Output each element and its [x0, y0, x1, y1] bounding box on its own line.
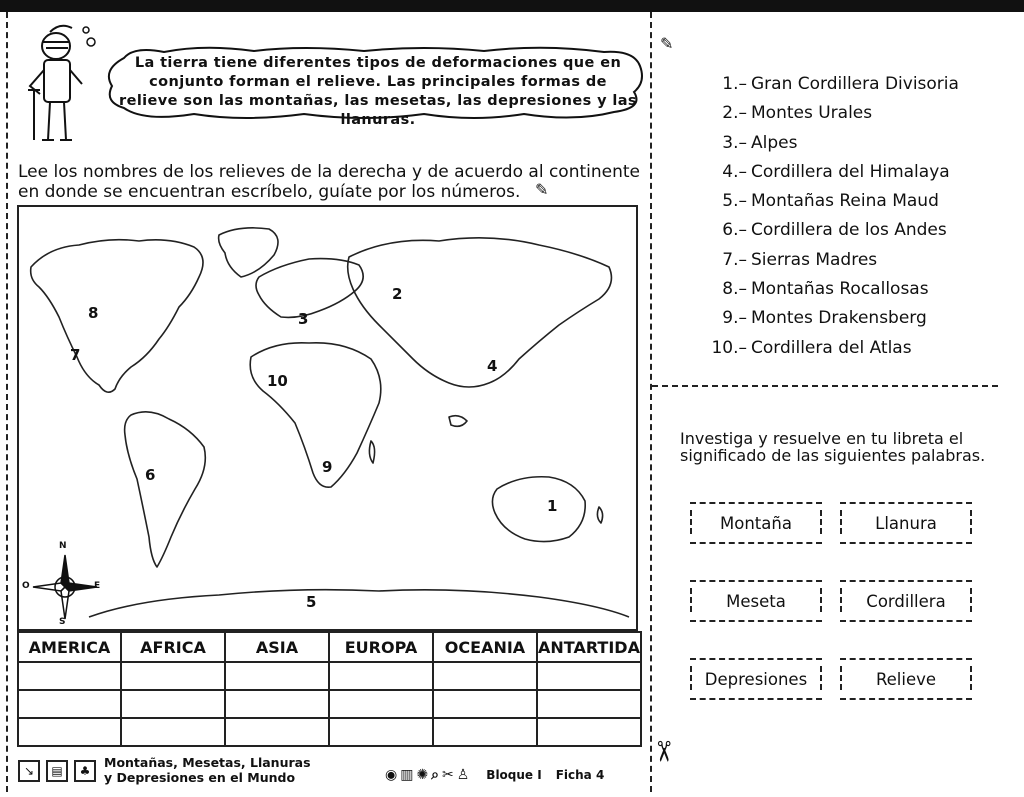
center-cut-line	[650, 12, 652, 792]
footer-icons	[18, 760, 96, 782]
list-item: 2.– Montes Urales	[722, 103, 873, 124]
left-cut-line	[6, 12, 8, 792]
answer-cell[interactable]	[433, 718, 537, 746]
tree-icon: ♣	[74, 760, 96, 782]
answer-cell[interactable]	[537, 718, 641, 746]
list-item: 6.– Cordillera de los Andes	[722, 220, 947, 241]
table-row	[18, 718, 641, 746]
table-row	[18, 690, 641, 718]
table-row	[18, 662, 641, 690]
list-item: 5.– Montañas Reina Maud	[722, 191, 939, 212]
header-antartida: ANTARTIDA	[537, 632, 641, 662]
list-item: 10.– Cordillera del Atlas	[711, 337, 912, 358]
list-item: 4.– Cordillera del Himalaya	[722, 161, 950, 182]
activity-icons: ◉▥✺⌕✂♙	[385, 767, 473, 783]
footer-meta	[385, 767, 604, 783]
map-label-6: 6	[145, 466, 156, 484]
world-map-drawing	[19, 207, 636, 629]
header-africa: AFRICA	[121, 632, 225, 662]
list-item: 8.– Montañas Rocallosas	[722, 279, 929, 300]
word-box-meseta: Meseta	[690, 580, 822, 622]
header-europa: EUROPA	[329, 632, 433, 662]
map-label-10: 10	[267, 372, 288, 390]
answer-cell[interactable]	[329, 662, 433, 690]
list-item: 7.– Sierras Madres	[722, 249, 878, 270]
compass-o: O	[22, 581, 30, 591]
word-box-cordillera: Cordillera	[840, 580, 972, 622]
word-box-relieve: Relieve	[840, 658, 972, 700]
map-label-8: 8	[88, 304, 99, 322]
header-oceania: OCEANIA	[433, 632, 537, 662]
map-label-2: 2	[392, 285, 403, 303]
compass-rose-icon	[25, 547, 105, 627]
relief-list	[695, 74, 959, 367]
answer-cell[interactable]	[18, 718, 121, 746]
continent-table	[17, 631, 642, 747]
answer-cell[interactable]	[433, 662, 537, 690]
speech-bubble	[104, 46, 644, 128]
map-label-1: 1	[547, 497, 558, 515]
word-box-montana: Montaña	[690, 502, 822, 544]
answer-cell[interactable]	[537, 662, 641, 690]
header-asia: ASIA	[225, 632, 329, 662]
answer-cell[interactable]	[433, 690, 537, 718]
list-item: 1.– Gran Cordillera Divisoria	[722, 74, 959, 94]
instruction-label: Lee los nombres de los relieves de la derecha y de acuerdo al continente en donde se encuentran escríbelo, guíate por los números.	[18, 162, 640, 202]
list-item: 3.– Alpes	[722, 132, 798, 153]
word-box-llanura: Llanura	[840, 502, 972, 544]
investiga-text: Investiga y resuelve en tu libreta el significado de las siguientes palabras.	[680, 429, 986, 465]
bloque-label: Bloque I	[486, 768, 542, 782]
answer-cell[interactable]	[121, 718, 225, 746]
map-label-5: 5	[306, 593, 317, 611]
pencil-icon: ✎	[535, 180, 549, 199]
map-label-3: 3	[298, 310, 309, 328]
footer-title-line1: Montañas, Mesetas, Llanuras	[104, 755, 311, 770]
map-label-4: 4	[487, 357, 498, 375]
knight-illustration	[20, 20, 98, 150]
map-label-7: 7	[70, 346, 81, 364]
answer-cell[interactable]	[18, 662, 121, 690]
instruction-text	[18, 162, 648, 202]
ficha-label: Ficha 4	[555, 768, 605, 782]
pencil-icon: ✎	[660, 34, 674, 53]
answer-cell[interactable]	[225, 690, 329, 718]
compass-n: N	[59, 541, 67, 551]
map-label-9: 9	[322, 458, 333, 476]
scissors-icon: ✂	[647, 739, 681, 764]
world-map	[17, 205, 638, 631]
footer-title	[104, 755, 311, 785]
footer-title-line2: y Depresiones en el Mundo	[104, 770, 296, 785]
answer-cell[interactable]	[225, 662, 329, 690]
bubble-text: La tierra tiene diferentes tipos de deformaciones que en conjunto forman el relieve. Las principales formas de relieve son las montañas, las mesetas, las depresiones y las llanuras.	[119, 55, 637, 128]
word-box-depresiones: Depresiones	[690, 658, 822, 700]
answer-cell[interactable]	[121, 690, 225, 718]
answer-cell[interactable]	[329, 690, 433, 718]
answer-cell[interactable]	[18, 690, 121, 718]
answer-cell[interactable]	[225, 718, 329, 746]
header-america: AMERICA	[18, 632, 121, 662]
answer-cell[interactable]	[121, 662, 225, 690]
top-bar	[0, 0, 1024, 12]
answer-cell[interactable]	[537, 690, 641, 718]
list-item: 9.– Montes Drakensberg	[722, 308, 927, 329]
arrow-icon: ↘	[18, 760, 40, 782]
right-divider	[652, 385, 998, 387]
compass-s: S	[59, 617, 66, 627]
compass-e: E	[94, 581, 101, 591]
book-icon: ▤	[46, 760, 68, 782]
answer-cell[interactable]	[329, 718, 433, 746]
